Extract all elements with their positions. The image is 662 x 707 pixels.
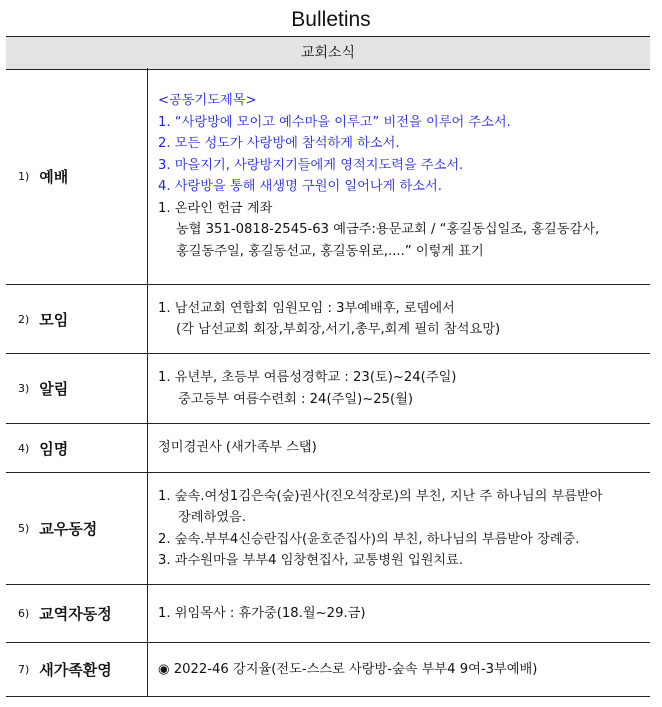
content-line: <공동기도제목> — [158, 93, 257, 108]
content-line: 4. 사랑방을 통해 새생명 구원이 일어나게 하소서. — [158, 179, 442, 194]
row-number: 1) — [18, 169, 30, 183]
row-content — [148, 285, 650, 353]
content-line: 장례하였음. — [178, 510, 246, 525]
content-line: 1. 남선교회 연합회 임원모임 : 3부예배후, 로뎀에서 — [158, 300, 455, 316]
content-line: 중고등부 여름수련회 : 24(주일)~25(월) — [178, 391, 414, 407]
row-title: 교우동정 — [39, 520, 98, 538]
row-content — [148, 354, 650, 423]
bulletin-row — [6, 473, 650, 585]
content-line: 1. 온라인 헌금 계좌 — [158, 200, 273, 216]
content-line: 1. 위임목사 : 휴가중(18.월~29.금) — [158, 605, 366, 621]
row-content — [148, 424, 650, 472]
row-number: 5) — [18, 522, 30, 535]
content-line: 3. 과수원마을 부부4 임창현집사, 교통병원 입원치료. — [158, 553, 464, 568]
row-number: 2) — [18, 312, 30, 326]
content-line: 2. 숲속.부부4신승란집사(윤호준집사)의 부친, 하나님의 부름받아 장례중. — [158, 531, 580, 547]
row-title: 임명 — [39, 439, 69, 458]
row-number: 7) — [18, 663, 30, 676]
row-label — [6, 473, 148, 584]
row-title: 모임 — [39, 310, 69, 329]
content-line: (각 남선교회 회장,부회장,서기,총무,회계 필히 참석요망) — [176, 322, 501, 337]
row-content — [148, 643, 650, 696]
row-label — [6, 68, 148, 284]
bulletin-row — [6, 68, 650, 285]
row-content — [148, 473, 650, 584]
bulletin-row — [6, 424, 650, 473]
row-title: 알림 — [39, 380, 69, 398]
bulletin-row — [6, 285, 650, 354]
page-title: Bulletins — [291, 8, 371, 31]
content-line: 1. “사랑방에 모이고 예수마을 이루고” 비전을 이루어 주소서. — [158, 114, 511, 130]
bulletin-row — [6, 354, 650, 424]
row-title: 새가족환영 — [39, 661, 112, 679]
content-line: ◉ 2022-46 강지율(전도-스스로 사랑방-숲속 부부4 9여-3부예배) — [158, 661, 538, 677]
bulletin-row — [6, 643, 650, 697]
content-line: 농협 351-0818-2545-63 예금주:용문교회 / “홍길동십일조, 홍길동감사, — [176, 222, 600, 237]
row-label — [6, 285, 148, 353]
content-line: 3. 마을지기, 사랑방지기들에게 영적지도력을 주소서. — [158, 157, 464, 173]
section-header: 교회소식 — [6, 36, 650, 70]
row-title: 교역자동정 — [39, 605, 112, 623]
row-label — [6, 424, 148, 472]
row-number: 3) — [18, 382, 30, 395]
row-content — [148, 68, 650, 284]
row-content — [148, 585, 650, 642]
content-line: 1. 유년부, 초등부 여름성경학교 : 23(토)~24(주일) — [158, 370, 457, 385]
bulletin-row — [6, 585, 650, 643]
row-number: 4) — [18, 441, 30, 455]
content-line: 2. 모든 성도가 사랑방에 참석하게 하소서. — [158, 136, 400, 151]
row-label — [6, 354, 148, 423]
row-number: 6) — [18, 607, 30, 620]
content-line: 정미경권사 (새가족부 스탭) — [158, 440, 317, 456]
content-line: 1. 숲속.여성1김은숙(숲)권사(진오석장로)의 부친, 지난 주 하나님의 부름받아 — [158, 488, 603, 504]
row-title: 예배 — [39, 167, 69, 186]
row-label — [6, 585, 148, 642]
row-label — [6, 643, 148, 696]
content-line: 홍길동주일, 홍길동선교, 홍길동위로,....” 이렇게 표기 — [176, 243, 484, 259]
